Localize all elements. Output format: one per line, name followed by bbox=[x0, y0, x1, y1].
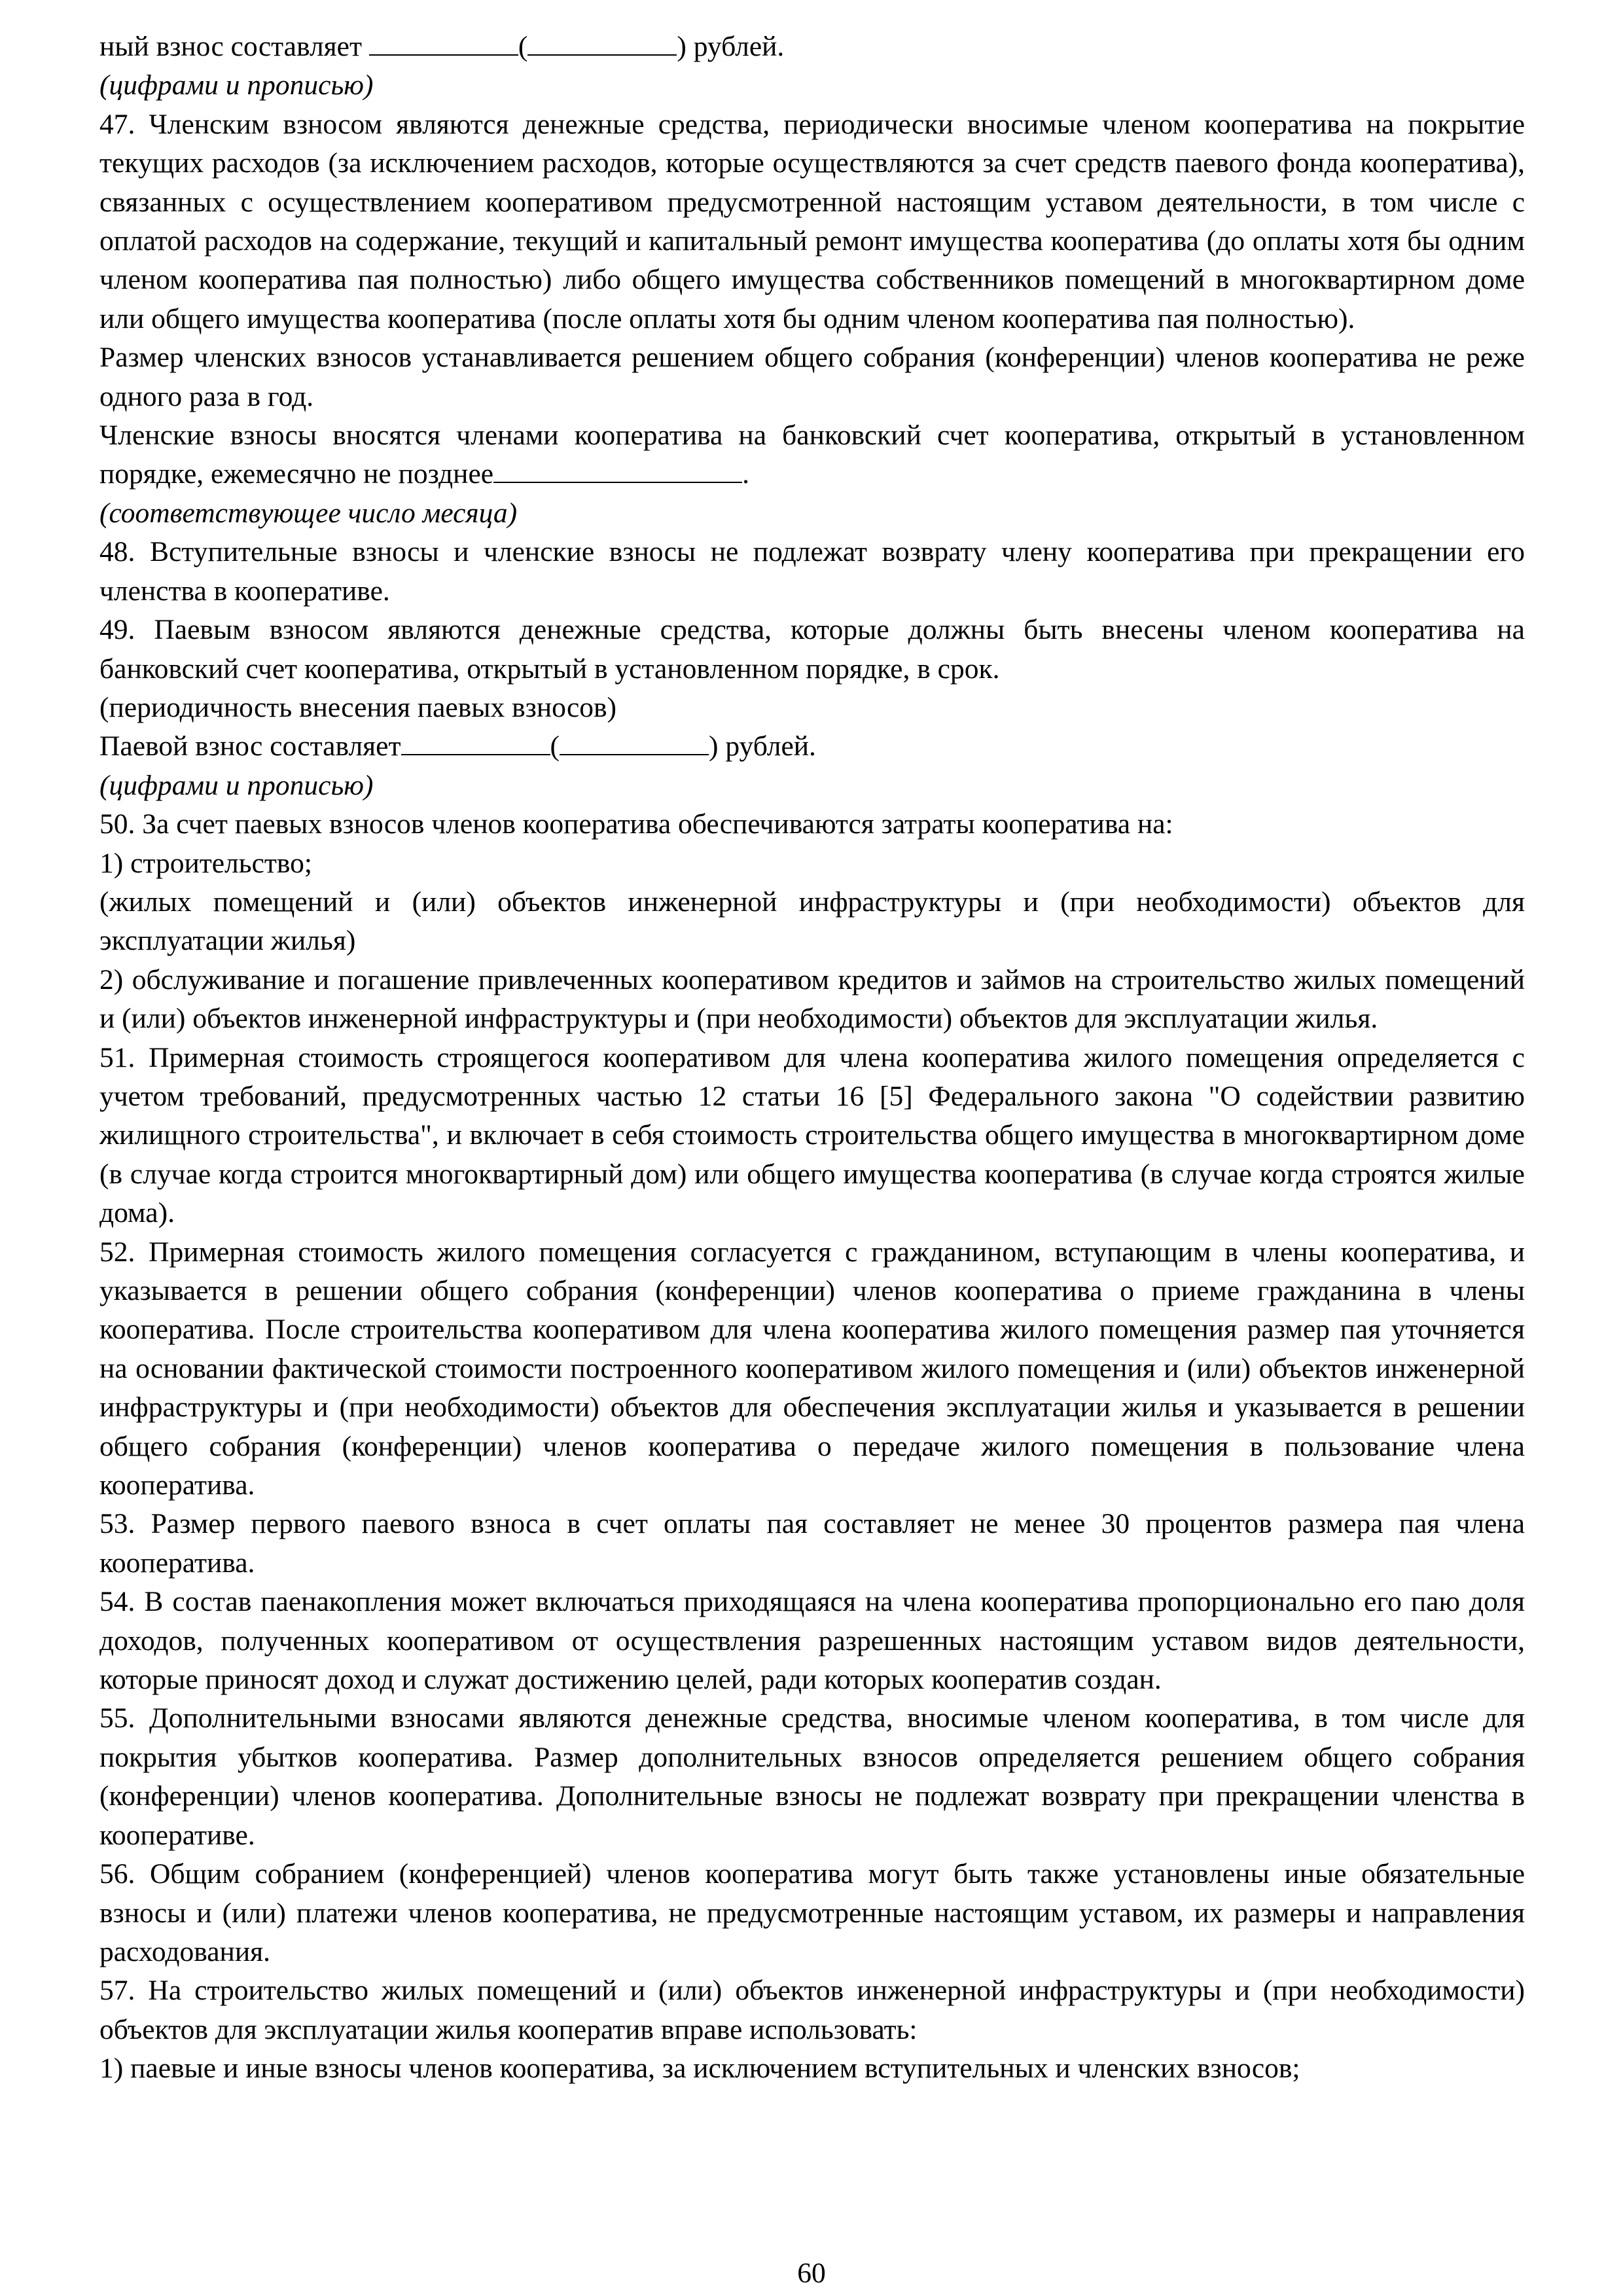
pay-date-blank bbox=[493, 456, 742, 483]
fee-amount-blank bbox=[369, 28, 518, 56]
share-text: Паевой взнос составляет bbox=[99, 730, 401, 762]
document-page bbox=[99, 27, 1525, 2089]
paragraph-47: 47. Членским взносом являются денежные средства, периодически вносимые членом кооператива на покрытие текущих расходов (за исключением расходов, которые осуществляются за счет средств паевого фонда кооператива), связанных с осуществлением кооперативом предусмотренной настоящим уставом деятельности, в том числе с оплатой расходов на содержание, текущий и капитальный ремонт имущества кооператива (до оплаты хотя бы одним членом кооператива пая полностью) либо общего имущества собственников помещений в многоквартирном доме или общего имущества кооператива (после оплаты хотя бы одним членом кооператива пая полностью). bbox=[99, 108, 1525, 334]
paragraph-50-item-2: 2) обслуживание и погашение привлеченных кооперативом кредитов и займов на строительство жилых помещений и (или) объектов инженерной инфраструктуры и (при необходимости) объектов для эксплуатации жилья. bbox=[99, 963, 1525, 1035]
paragraph-51: 51. Примерная стоимость строящегося кооперативом для члена кооператива жилого помещения определяется с учетом требований, предусмотренных частью 12 статьи 16 [5] Федерального закона "О содействии развитию жилищного строительства", и включает в себя стоимость строительства общего имущества в многоквартирном доме (в случае когда строится многоквартирный дом) или общего имущества кооператива (в случае когда строятся жилые дома). bbox=[99, 1041, 1525, 1229]
fee-close-text: ) рублей. bbox=[677, 31, 785, 62]
paragraph-53: 53. Размер первого паевого взноса в счет оплаты пая составляет не менее 30 процентов размера пая члена кооператива. bbox=[99, 1508, 1525, 1579]
paragraph-50-item-1-note: (жилых помещений и (или) объектов инженерной инфраструктуры и (при необходимости) объектов для эксплуатации жилья) bbox=[99, 886, 1525, 957]
paragraph-48: 48. Вступительные взносы и членские взносы не подлежат возврату члену кооператива при прекращении его членства в кооперативе. bbox=[99, 536, 1525, 607]
share-close-text: ) рублей. bbox=[709, 730, 816, 762]
paragraph-47-pay bbox=[99, 416, 1525, 494]
paragraph-47-size: Размер членских взносов устанавливается решением общего собрания (конференции) членов кооператива не реже одного раза в год. bbox=[99, 342, 1525, 412]
share-open-paren: ( bbox=[550, 730, 560, 762]
fee-amount-line bbox=[99, 27, 1525, 66]
fee-open-paren: ( bbox=[518, 31, 528, 62]
paragraph-54: 54. В состав паенакопления может включаться приходящаяся на члена кооператива пропорционально его паю доля доходов, полученных кооперативом от осуществления разрешенных настоящим уставом видов деятельности, которые приносят доход и служат достижению целей, ради которых кооператив создан. bbox=[99, 1586, 1525, 1696]
paragraph-55: 55. Дополнительными взносами являются денежные средства, вносимые членом кооператива, в том числе для покрытия убытков кооператива. Размер дополнительных взносов определяется решением общего собрания (конференции) членов кооператива. Дополнительные взносы не подлежат возврату при прекращении членства в кооперативе. bbox=[99, 1702, 1525, 1851]
paragraph-52: 52. Примерная стоимость жилого помещения согласуется с гражданином, вступающим в члены кооператива, и указывается в решении общего собрания (конференции) членов кооператива о приеме гражданина в члены кооператива. После строительства кооперативом для члена кооператива жилого помещения размер пая уточняется на основании фактической стоимости построенного кооперативом жилого помещения и (или) объектов инженерной инфраструктуры и (при необходимости) объектов для обеспечения эксплуатации жилья и указывается в решении общего собрания (конференции) членов кооператива о передаче жилого помещения в пользование члена кооператива. bbox=[99, 1236, 1525, 1501]
pay-end: . bbox=[742, 458, 749, 490]
note-digits-2: (цифрами и прописью) bbox=[99, 769, 374, 801]
share-amount-line bbox=[99, 727, 1525, 766]
share-words-blank bbox=[560, 728, 709, 755]
fee-text: ный взнос составляет bbox=[99, 31, 362, 62]
paragraph-56: 56. Общим собранием (конференцией) членов кооператива могут быть также установлены иные обязательные взносы и (или) платежи членов кооператива, не предусмотренные настоящим уставом, их размеры и направления расходования. bbox=[99, 1858, 1525, 1967]
share-amount-blank bbox=[401, 728, 550, 755]
note-digits-1: (цифрами и прописью) bbox=[99, 69, 374, 101]
note-period: (периодичность внесения паевых взносов) bbox=[99, 691, 617, 723]
pay-text: Членские взносы вносятся членами кооператива на банковский счет кооператива, открытый в установленном порядке, ежемесячно не позднее bbox=[99, 420, 1525, 490]
paragraph-57-item-1: 1) паевые и иные взносы членов кооператива, за исключением вступительных и членских взносов; bbox=[99, 2053, 1300, 2085]
paragraph-50: 50. За счет паевых взносов членов кооператива обеспечиваются затраты кооператива на: bbox=[99, 808, 1173, 840]
paragraph-49: 49. Паевым взносом являются денежные средства, которые должны быть внесены членом кооператива на банковский счет кооператива, открытый в установленном порядке, в срок. bbox=[99, 614, 1525, 685]
paragraph-50-item-1: 1) строительство; bbox=[99, 847, 312, 879]
fee-words-blank bbox=[527, 28, 677, 56]
page-number: 60 bbox=[797, 2257, 826, 2289]
note-month: (соответствующее число месяца) bbox=[99, 497, 518, 529]
paragraph-57: 57. На строительство жилых помещений и (или) объектов инженерной инфраструктуры и (при необходимости) объектов для эксплуатации жилья кооператив вправе использовать: bbox=[99, 1975, 1525, 2045]
